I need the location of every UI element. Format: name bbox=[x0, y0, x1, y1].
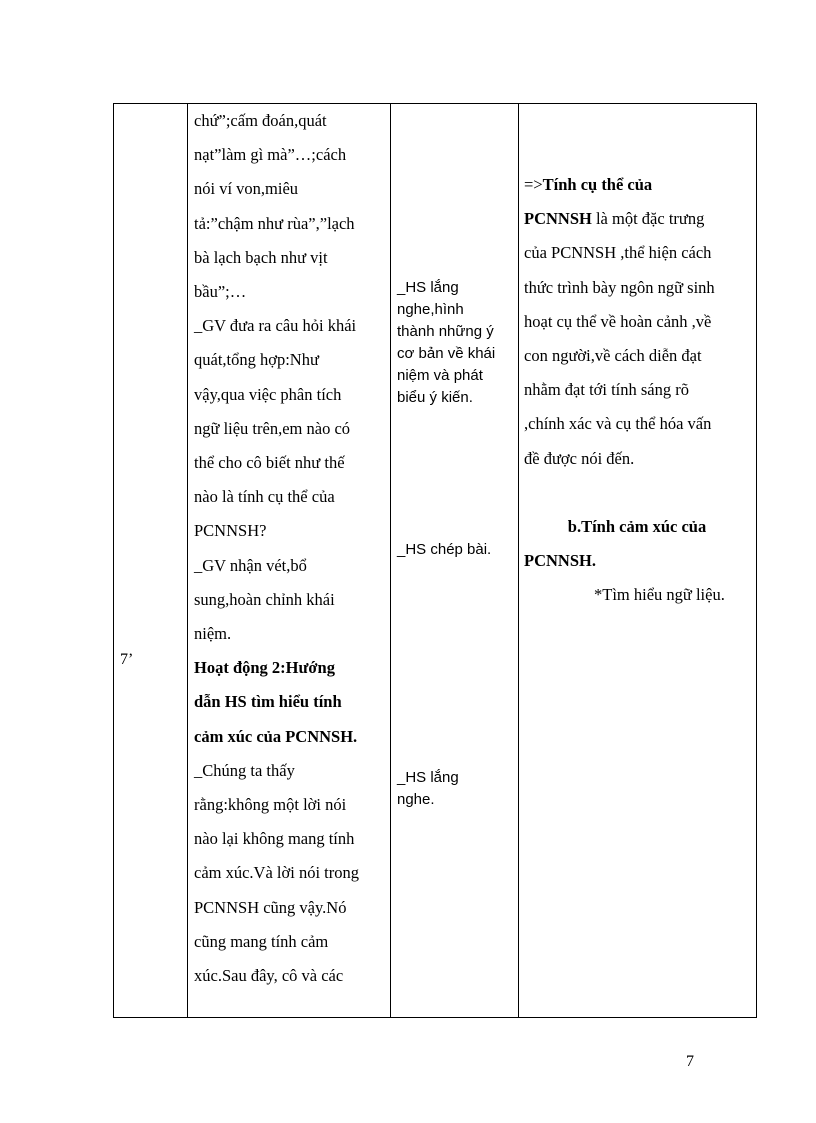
activity-heading: cảm xúc của PCNNSH. bbox=[194, 726, 358, 746]
column-divider bbox=[187, 104, 188, 1017]
definition-line: của PCNNSH ,thể hiện cách bbox=[524, 243, 712, 263]
student-line: nghe. bbox=[397, 791, 435, 808]
teacher-line: nạt”làm gì mà”…;cách bbox=[194, 145, 347, 165]
content-cell bbox=[524, 168, 750, 612]
teacher-line: bầu”;… bbox=[194, 282, 247, 302]
teacher-line: _Chúng ta thấy bbox=[194, 760, 295, 780]
teacher-line: ngữ liệu trên,em nào có bbox=[194, 418, 351, 438]
definition-line: ,chính xác và cụ thể hóa vấn bbox=[524, 414, 712, 434]
sub-item: *Tìm hiểu ngữ liệu. bbox=[594, 585, 725, 605]
section-title: PCNNSH. bbox=[524, 551, 596, 571]
student-line: thành những ý bbox=[397, 323, 494, 340]
spacer bbox=[524, 476, 750, 510]
page-number: 7 bbox=[686, 1053, 694, 1070]
definition-line bbox=[524, 168, 750, 202]
teacher-line: rằng:không một lời nói bbox=[194, 795, 347, 815]
teacher-line: chứ”;cấm đoán,quát bbox=[194, 111, 327, 130]
arrow-prefix: => bbox=[524, 175, 543, 194]
column-divider bbox=[518, 104, 519, 1017]
definition-line: con người,về cách diễn đạt bbox=[524, 346, 702, 366]
lesson-table bbox=[113, 103, 757, 1018]
definition-line bbox=[524, 202, 750, 236]
definition-term: Tính cụ thể của bbox=[542, 175, 653, 194]
teacher-line: cũng mang tính cảm bbox=[194, 931, 329, 951]
teacher-line: nói ví von,miêu bbox=[194, 179, 299, 199]
teacher-line: niệm. bbox=[194, 624, 232, 644]
student-line: _HS lắng bbox=[397, 279, 459, 296]
column-divider bbox=[390, 104, 391, 1017]
teacher-line: vậy,qua việc phân tích bbox=[194, 384, 342, 404]
definition-line: hoạt cụ thể về hoàn cảnh ,về bbox=[524, 311, 712, 331]
student-line: _HS lắng bbox=[397, 769, 459, 786]
student-activity-block bbox=[397, 767, 517, 811]
teacher-line: xúc.Sau đây, cô và các bbox=[194, 966, 344, 986]
student-line: niệm và phát bbox=[397, 367, 483, 384]
teacher-line: nào là tính cụ thể của bbox=[194, 487, 335, 507]
student-activity-block bbox=[397, 539, 517, 561]
teacher-line: PCNNSH? bbox=[194, 521, 267, 541]
teacher-line: nào lại không mang tính bbox=[194, 829, 355, 849]
student-line: biểu ý kiến. bbox=[397, 389, 473, 406]
teacher-line: cảm xúc.Và lời nói trong bbox=[194, 863, 359, 883]
activity-heading: dẫn HS tìm hiểu tính bbox=[194, 692, 342, 712]
definition-line: nhằm đạt tới tính sáng rõ bbox=[524, 380, 689, 400]
section-title: b.Tính cảm xúc của bbox=[567, 516, 707, 536]
teacher-activity-cell bbox=[194, 104, 390, 993]
time-cell: 7’ bbox=[120, 651, 134, 668]
student-line: cơ bản về khái bbox=[397, 345, 496, 362]
teacher-line: PCNNSH cũng vậy.Nó bbox=[194, 897, 347, 917]
teacher-line: tả:”chậm như rùa”,”lạch bbox=[194, 213, 355, 233]
definition-term: PCNNSH bbox=[524, 209, 592, 229]
definition-line: thức trình bày ngôn ngữ sinh bbox=[524, 277, 715, 297]
teacher-line: sung,hoàn chỉnh khái bbox=[194, 589, 335, 609]
teacher-line: bà lạch bạch như vịt bbox=[194, 247, 328, 267]
definition-text: là một đặc trưng bbox=[591, 209, 705, 229]
student-activity-block bbox=[397, 277, 517, 409]
teacher-line: _GV nhận vét,bổ bbox=[194, 555, 307, 575]
activity-heading: Hoạt động 2:Hướng bbox=[194, 658, 335, 678]
definition-line: đề được nói đến. bbox=[524, 448, 635, 468]
teacher-line: _GV đưa ra câu hỏi khái bbox=[194, 316, 357, 336]
student-line: nghe,hình bbox=[397, 301, 464, 318]
teacher-line: quát,tổng hợp:Như bbox=[194, 350, 319, 370]
teacher-line: thể cho cô biết như thế bbox=[194, 453, 345, 473]
student-line: _HS chép bài. bbox=[397, 541, 492, 558]
